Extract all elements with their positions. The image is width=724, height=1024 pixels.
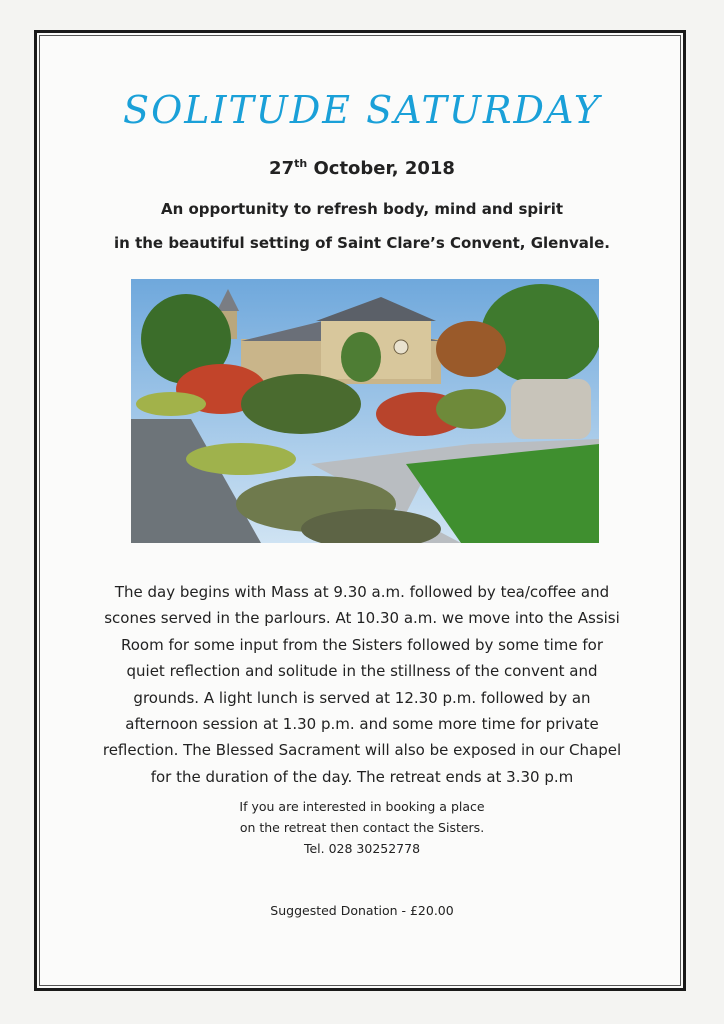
schedule-line: The day begins with Mass at 9.30 a.m. followed by tea/coffee and	[114, 583, 610, 601]
intro-line-2: in the beautiful setting of Saint Clare’s Convent, Glenvale.	[114, 234, 610, 252]
intro-line-1: An opportunity to refresh body, mind and spirit	[160, 200, 564, 218]
schedule-line: Room for some input from the Sisters followed by some time for	[120, 635, 604, 654]
poster-title: SOLITUDE SATURDAY	[123, 88, 601, 132]
contact-phone: Tel. 028 30252778	[303, 841, 421, 856]
schedule-line: reflection. The Blessed Sacrament will also be exposed in our Chapel	[102, 741, 622, 760]
schedule-line: grounds. A light lunch is served at 12.30 p.m. followed by an	[133, 688, 591, 707]
event-date	[0, 157, 724, 179]
schedule-line: scones served in the parlours. At 10.30 a.m. we move into the Assisi	[104, 609, 620, 628]
convent-garden-photo	[131, 279, 599, 543]
schedule-line: afternoon session at 1.30 p.m. and some more time for private	[125, 715, 599, 734]
suggested-donation: Suggested Donation - £20.00	[270, 903, 454, 918]
contact-line-2: on the retreat then contact the Sisters.	[239, 820, 485, 835]
schedule-line: quiet reflection and solitude in the stillness of the convent and	[126, 662, 598, 681]
schedule-paragraph	[90, 579, 634, 790]
date-rest: October, 2018	[307, 158, 455, 179]
contact-line-1: If you are interested in booking a place	[239, 799, 485, 814]
contact-info	[0, 796, 724, 859]
date-suffix: th	[294, 157, 308, 170]
date-day: 27	[269, 158, 295, 179]
schedule-line: for the duration of the day. The retreat ends at 3.30 p.m	[150, 767, 574, 786]
